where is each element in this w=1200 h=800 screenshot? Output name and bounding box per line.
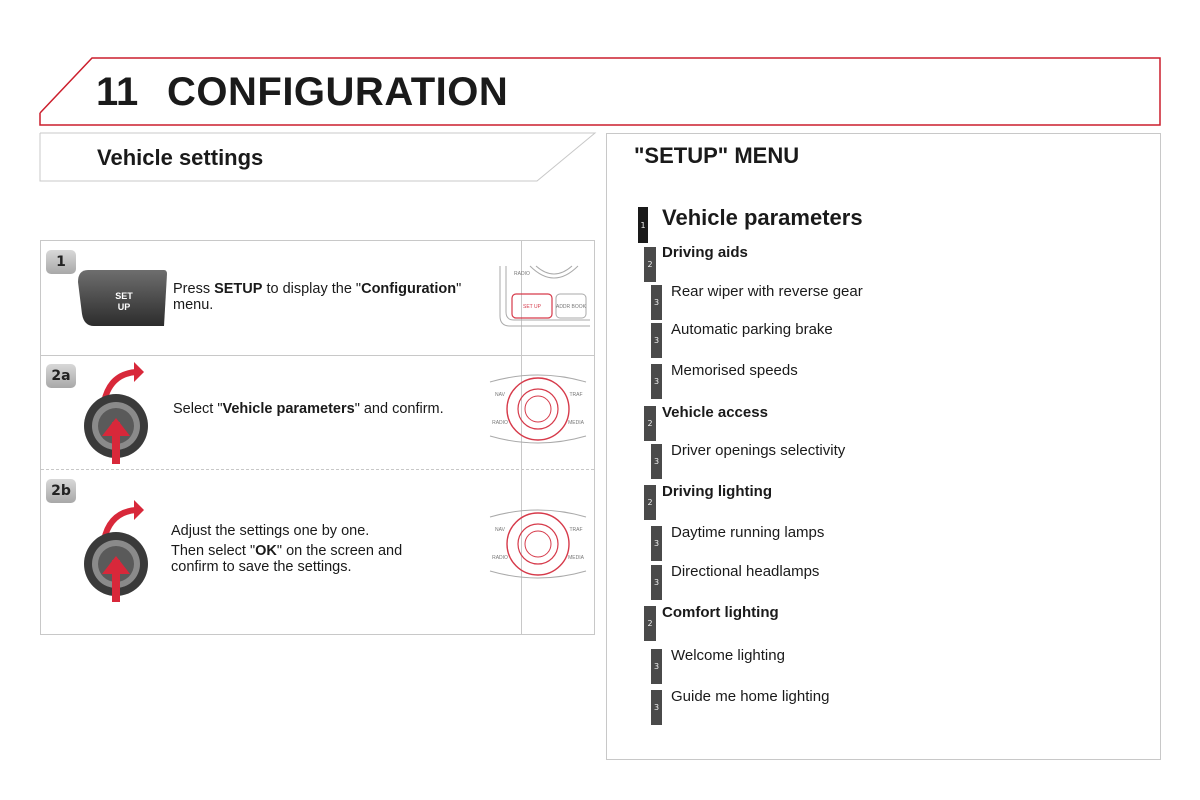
diagram-label-radio: RADIO [514,271,530,277]
rotary-knob-icon [80,360,160,465]
console-diagram-dial [486,374,590,444]
section-title: Vehicle settings [97,145,264,170]
menu-item-rear-wiper: Rear wiper with reverse gear [671,283,863,300]
menu-item-automatic-parking-brake: Automatic parking brake [671,321,833,338]
menu-item-vehicle-parameters: Vehicle parameters [662,205,863,230]
menu-item-directional-headlamps: Directional headlamps [671,563,820,580]
diagram-label-addr-book: ADDR BOOK [555,304,587,310]
console-diagram-dial [486,509,590,579]
diagram-label-traf: TRAF [569,392,583,398]
chapter-number: 11 [96,70,139,114]
row-divider-dashed [41,469,594,470]
diagram-label-radio: RADIO [492,555,508,561]
level-marker: 3 [651,323,662,358]
menu-item-driving-lighting: Driving lighting [662,483,772,500]
level-marker: 3 [651,649,662,684]
level-marker: 3 [651,444,662,479]
row-divider [41,355,594,356]
level-marker: 2 [644,406,656,441]
menu-item-guide-me-home-lighting: Guide me home lighting [671,688,830,705]
setup-button-icon [76,268,168,330]
diagram-label-traf: TRAF [569,527,583,533]
diagram-label-setup: SET UP [523,304,541,310]
menu-item-daytime-running-lamps: Daytime running lamps [671,524,825,541]
level-marker: 3 [651,364,662,399]
menu-item-driver-openings-selectivity: Driver openings selectivity [671,442,846,459]
setup-button-label-2: UP [117,302,131,312]
step-2b-instruction: Adjust the settings one by one. Then select "OK" on the screen and confirm to save the settings. [171,523,403,575]
step-badge-1: 1 [46,250,76,274]
diagram-label-media: MEDIA [568,420,584,426]
step-1-instruction: Press SETUP to display the "Configuration" menu. [173,281,462,313]
menu-item-memorised-speeds: Memorised speeds [671,362,798,379]
rotary-knob-icon [80,498,160,603]
menu-item-comfort-lighting: Comfort lighting [662,604,779,621]
diagram-label-nav: NAV [495,392,505,398]
menu-item-vehicle-access: Vehicle access [662,404,768,421]
chapter-title: CONFIGURATION [167,70,509,114]
diagram-label-nav: NAV [495,527,505,533]
setup-button-label-1: SET [115,291,133,301]
level-marker: 3 [651,526,662,561]
level-marker: 2 [644,485,656,520]
level-marker: 2 [644,247,656,282]
level-marker: 3 [651,690,662,725]
level-marker: 1 [638,207,648,243]
level-marker: 3 [651,565,662,600]
step-badge-2a: 2a [46,364,76,388]
diagram-label-media: MEDIA [568,555,584,561]
level-marker: 2 [644,606,656,641]
console-diagram-setup [494,262,590,330]
menu-item-driving-aids: Driving aids [662,244,748,261]
step-badge-2b: 2b [46,479,76,503]
menu-title: "SETUP" MENU [634,143,800,168]
level-marker: 3 [651,285,662,320]
diagram-label-radio: RADIO [492,420,508,426]
menu-item-welcome-lighting: Welcome lighting [671,647,785,664]
step-2a-instruction: Select "Vehicle parameters" and confirm. [173,401,444,417]
